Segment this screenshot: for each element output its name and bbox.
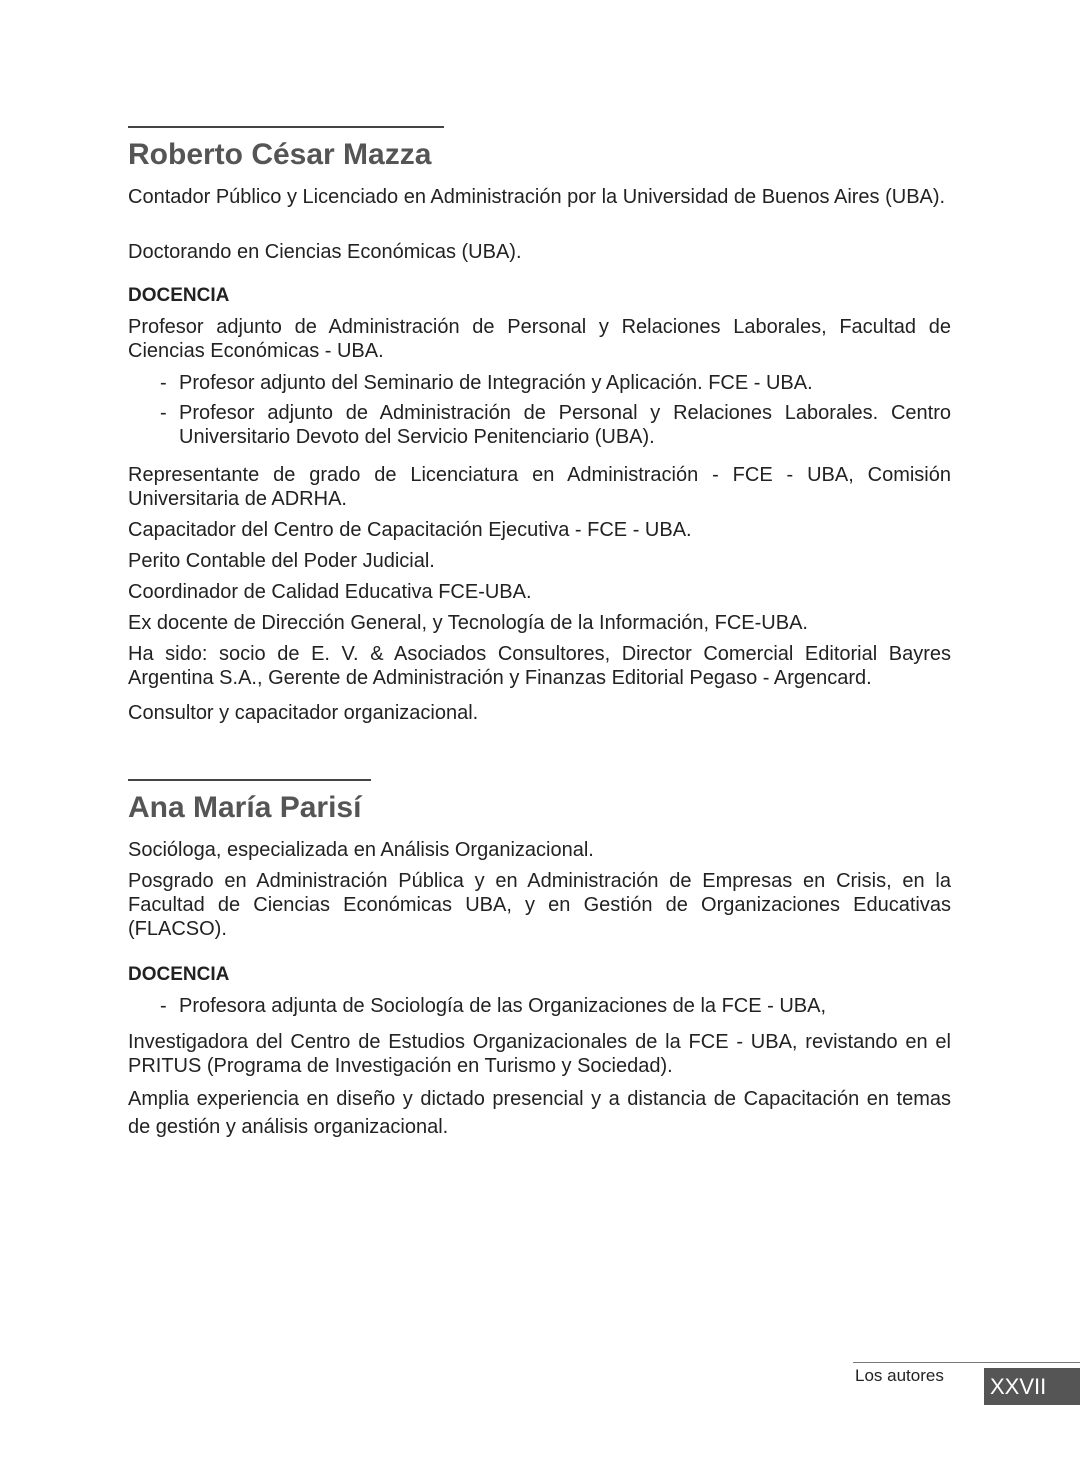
paragraph: Doctorando en Ciencias Económicas (UBA). <box>128 241 522 263</box>
paragraph: Coordinador de Calidad Educativa FCE-UBA. <box>128 581 532 603</box>
paragraph: Perito Contable del Poder Judicial. <box>128 550 435 572</box>
list-item-text: Profesora adjunta de Sociología de las Organizaciones de la FCE - UBA, <box>179 995 827 1017</box>
list-marker: - <box>160 402 167 424</box>
section-heading: DOCENCIA <box>128 285 230 306</box>
paragraph: Ex docente de Dirección General, y Tecnología de la Información, FCE-UBA. <box>128 612 808 634</box>
paragraph: Amplia experiencia en diseño y dictado presencial y a distancia de Capacitación en temas de gestión y análisis organizacional. <box>128 1088 951 1138</box>
footer-rule <box>853 1362 1080 1363</box>
footer-section-label: Los autores <box>855 1366 944 1385</box>
paragraph: Ha sido: socio de E. V. & Asociados Consultores, Director Comercial Editorial Bayres Argentina S.A., Gerente de Administración y Finanzas Editorial Pegaso - Argencard. <box>128 643 951 689</box>
list-item <box>160 994 951 1018</box>
section-rule <box>128 779 371 781</box>
author-name: Roberto César Mazza <box>128 138 432 171</box>
paragraph: Socióloga, especializada en Análisis Organizacional. <box>128 839 594 861</box>
paragraph: Profesor adjunto de Administración de Personal y Relaciones Laborales, Facultad de Ciencias Económicas - UBA. <box>128 316 951 362</box>
paragraph: Capacitador del Centro de Capacitación Ejecutiva - FCE - UBA. <box>128 519 692 541</box>
list-marker: - <box>160 372 167 394</box>
paragraph: Contador Público y Licenciado en Administración por la Universidad de Buenos Aires (UBA). <box>128 186 946 208</box>
paragraph: Representante de grado de Licenciatura en Administración - FCE - UBA, Comisión Universitaria de ADRHA. <box>128 464 951 510</box>
paragraph: Investigadora del Centro de Estudios Organizacionales de la FCE - UBA, revistando en el PRITUS (Programa de Investigación en Turismo y Sociedad). <box>128 1031 951 1077</box>
section-rule <box>128 126 444 128</box>
list-item <box>160 371 951 395</box>
page-number: XXVII <box>984 1368 1080 1405</box>
list-item-text: Profesor adjunto del Seminario de Integración y Aplicación. FCE - UBA. <box>179 372 813 394</box>
list-item <box>160 401 951 449</box>
author-name: Ana María Parisí <box>128 791 362 824</box>
paragraph: Posgrado en Administración Pública y en Administración de Empresas en Crisis, en la Facultad de Ciencias Económicas UBA, y en Gestión de Organizaciones Educativas (FLACSO). <box>128 870 951 940</box>
section-heading: DOCENCIA <box>128 964 230 985</box>
list-item-text: Profesor adjunto de Administración de Personal y Relaciones Laborales. Centro Universitario Devoto del Servicio Penitenciario (UBA). <box>179 402 951 448</box>
list-marker: - <box>160 995 167 1017</box>
paragraph: Consultor y capacitador organizacional. <box>128 702 479 724</box>
